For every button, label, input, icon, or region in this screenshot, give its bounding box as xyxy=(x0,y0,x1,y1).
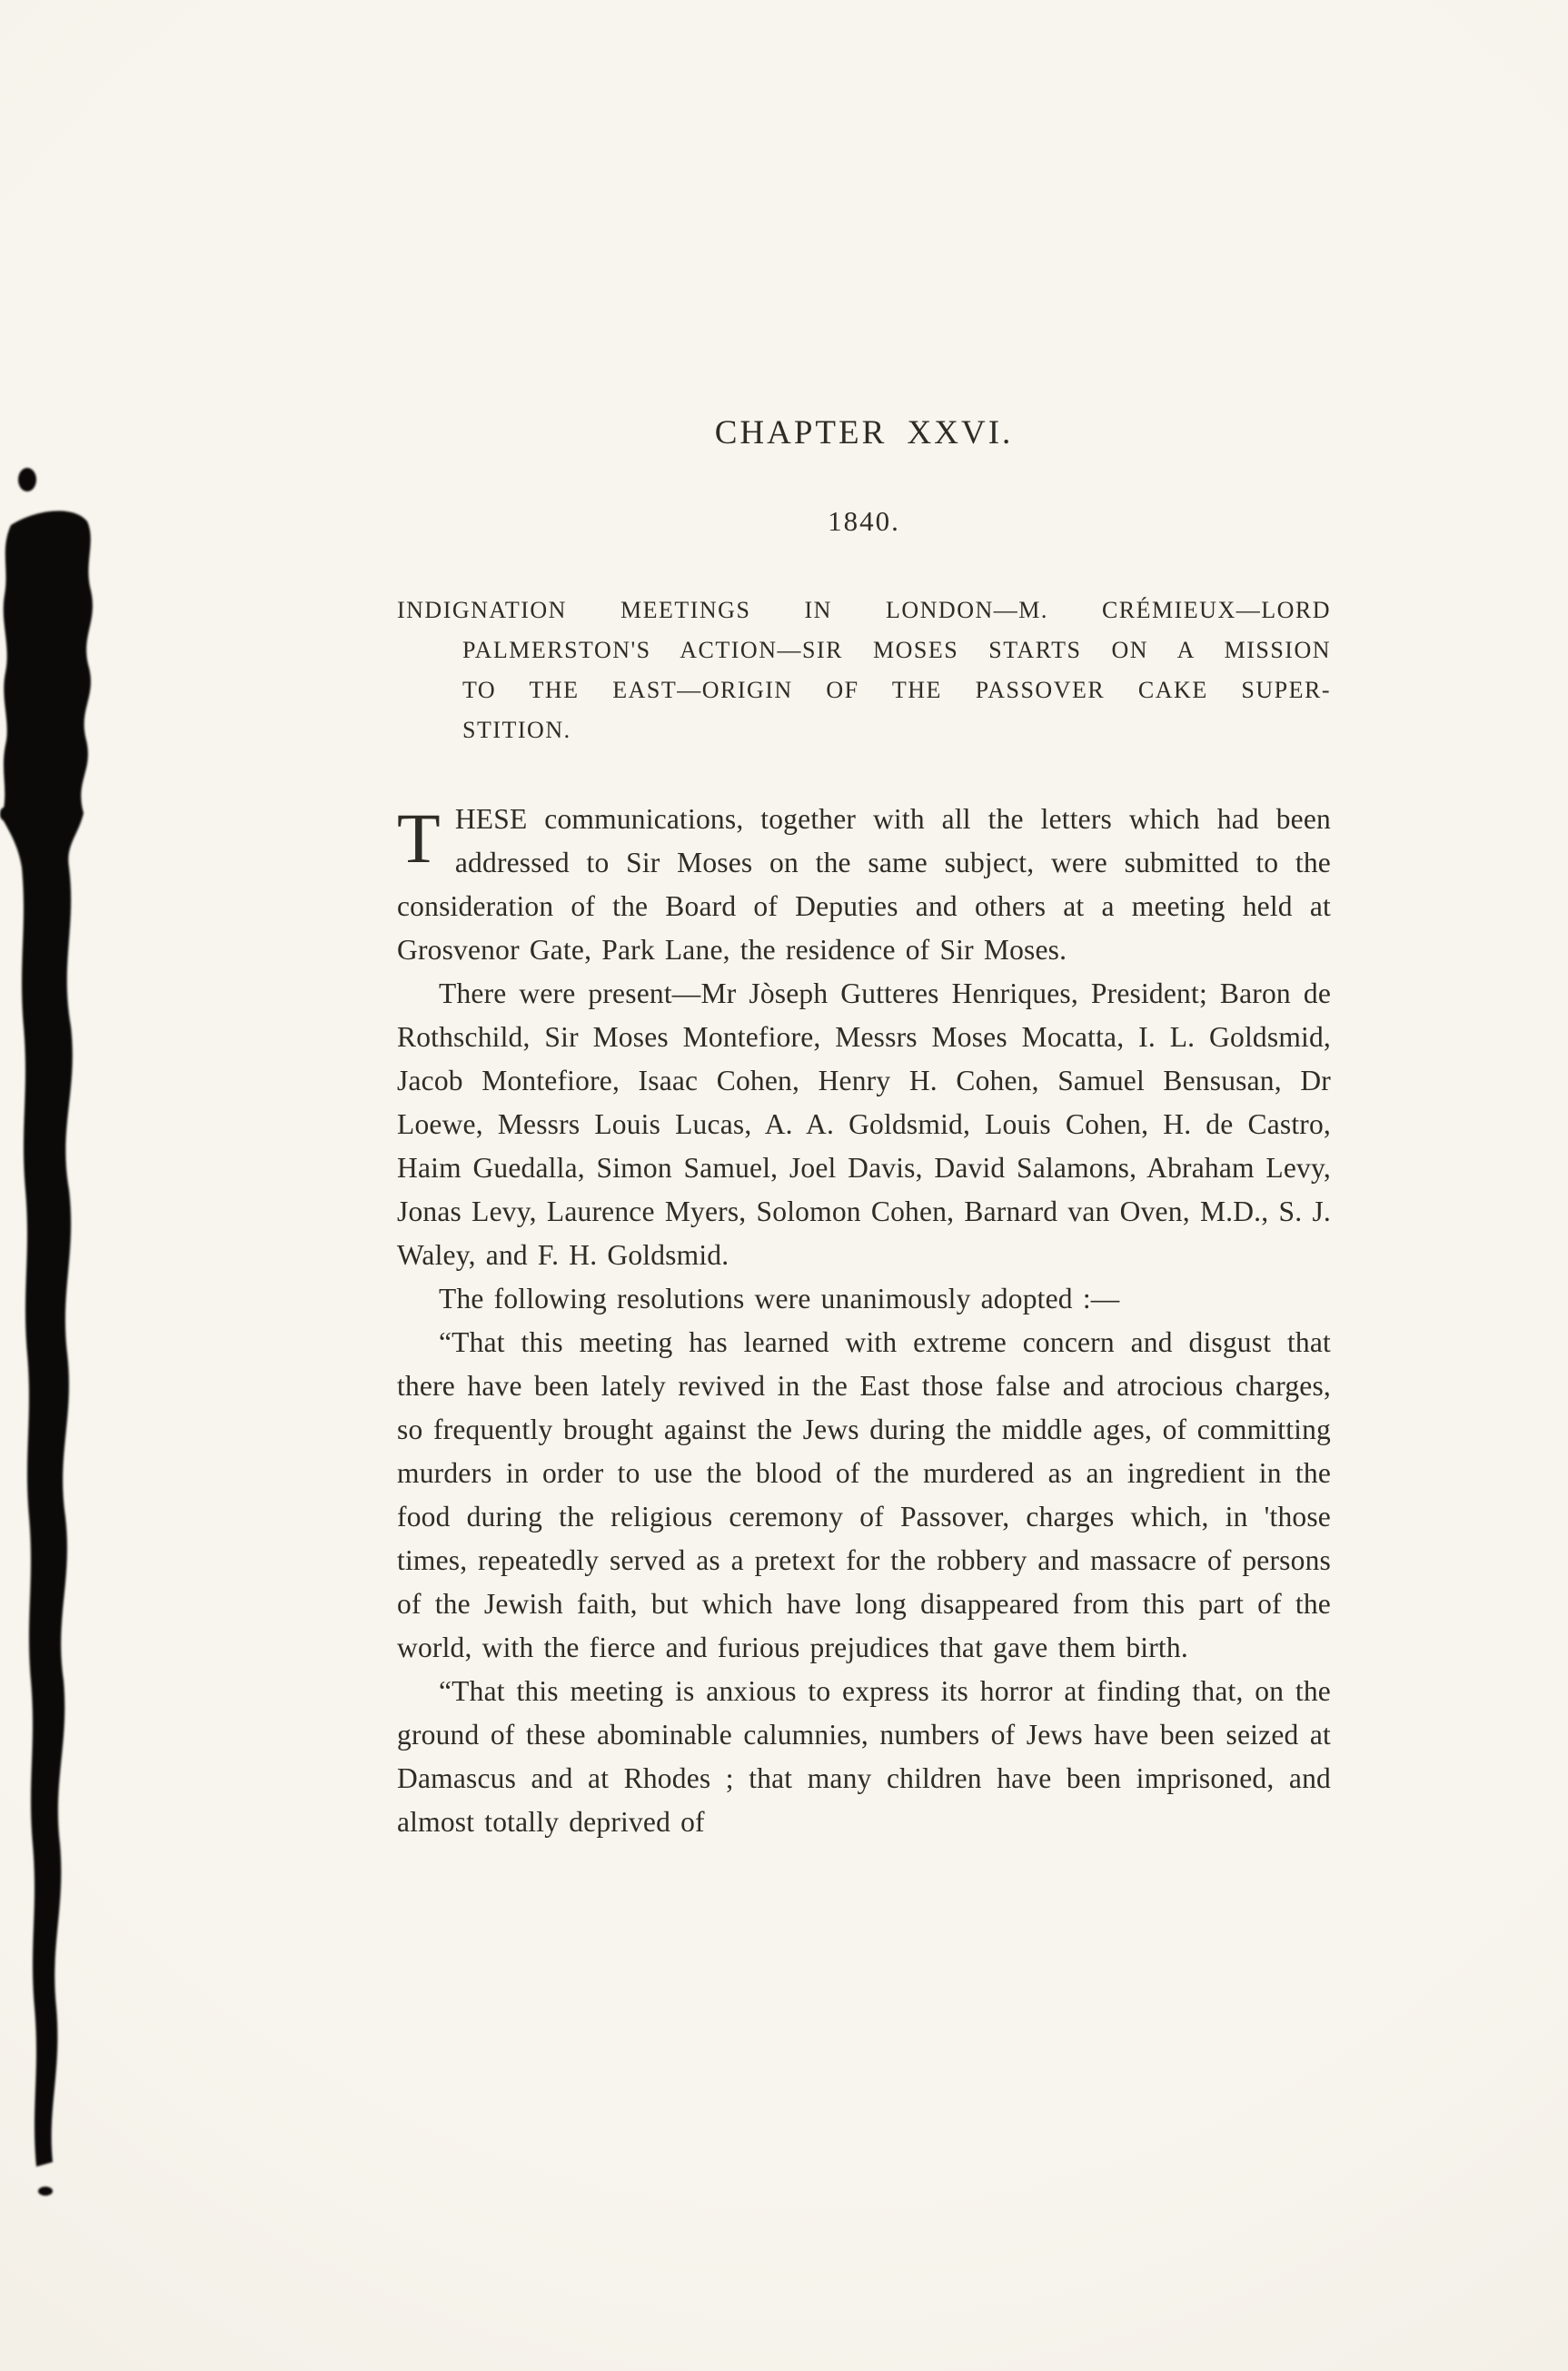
chapter-year: 1840. xyxy=(828,505,900,537)
paragraph-opening xyxy=(397,798,1331,972)
summary-line-1: INDIGNATION MEETINGS IN LONDON—M. CRÉMIEUX—LORD xyxy=(397,597,1331,623)
ink-speck-bottom xyxy=(38,2187,53,2196)
paragraph-resolution-1: “That this meeting has learned with extreme concern and disgust that there have been lately revived in the East those false and atrocious charges, so frequently brought against the Jews during the middle ages, of committing murders in order to use the blood of the murdered as an ingredient in the food during the religious ceremony of Passover, charges which, in 'those times, repeatedly served as a pretext for the robbery and massacre of persons of the Jewish faith, but which have long disappeared from this part of the world, with the fierce and furious prejudices that gave them birth. xyxy=(397,1326,1331,1663)
summary-line-2: PALMERSTON'S ACTION—SIR MOSES STARTS ON A MISSION xyxy=(462,637,1331,663)
ink-dash-artifact xyxy=(0,807,44,821)
summary-line-3: TO THE EAST—ORIGIN OF THE PASSOVER CAKE SUPER- xyxy=(462,677,1331,703)
paragraph-resolution-2: “That this meeting is anxious to express its horror at finding that, on the ground of these abominable calumnies, numbers of Jews have been seized at Damascus and at Rhodes ; that many children have been imprisoned, and almost totally deprived of xyxy=(397,1675,1331,1838)
ink-blot-artifact xyxy=(0,454,118,2217)
paragraph-attendees: There were present—Mr Jòseph Gutteres Henriques, President; Baron de Rothschild, Sir Moses Montefiore, Messrs Moses Mocatta, I. L. Goldsmid, Jacob Montefiore, Isaac Cohen, Henry H. Cohen, Samuel Bensusan, Dr Loewe, Messrs Louis Lucas, A. A. Goldsmid, Louis Cohen, H. de Castro, Haim Guedalla, Simon Samuel, Joel Davis, David Salamons, Abraham Levy, Jonas Levy, Laurence Myers, Solomon Cohen, Barnard van Oven, M.D., S. J. Waley, and F. H. Goldsmid. xyxy=(397,977,1331,1271)
paragraph-resolutions-intro: The following resolutions were unanimously adopted :— xyxy=(439,1283,1120,1314)
body-text xyxy=(397,798,1331,1844)
chapter-summary xyxy=(397,590,1331,750)
summary-line-4: STITION. xyxy=(462,717,571,743)
page-content xyxy=(397,413,1331,1844)
paragraph-opening-text: HESE communications, together with all the letters which had been addressed to Sir Moses on the same subject, were submitted to the consideration of the Board of Deputies and others at a meeting held at Grosvenor Gate, Park Lane, the residence of Sir Moses. xyxy=(397,803,1331,966)
ink-speck-top xyxy=(18,468,36,491)
ink-blot-main xyxy=(2,511,93,2167)
drop-cap-letter: T xyxy=(397,799,441,878)
chapter-title: CHAPTER XXVI. xyxy=(714,414,1014,451)
